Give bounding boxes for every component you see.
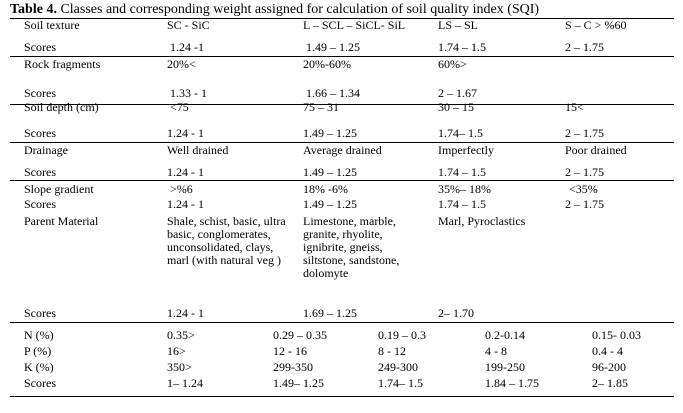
row-label: Scores	[24, 376, 56, 390]
table-cell: >%6	[170, 182, 193, 196]
table-cell: <75	[170, 100, 189, 114]
row-label: P (%)	[24, 344, 52, 358]
row-label: Slope gradient	[24, 182, 94, 196]
table-cell: L – SCL – SiCL- SiL	[303, 18, 406, 32]
table-cell: 350>	[167, 360, 192, 374]
table-cell: 1.24 - 1	[167, 197, 204, 211]
table-cell: 0.35>	[167, 328, 195, 342]
table-cell: 4 - 8	[485, 344, 507, 358]
table-cell: <35%	[569, 182, 598, 196]
table-cell: 1.24 - 1	[167, 165, 204, 179]
rule-bottom	[10, 396, 674, 397]
row-label: Rock fragments	[24, 57, 101, 71]
row-label: Soil depth (cm)	[24, 100, 99, 114]
table-cell: 2 – 1.75	[565, 197, 604, 211]
table-cell: 2– 1.70	[438, 306, 474, 320]
row-label: Scores	[24, 86, 56, 100]
caption-text: Classes and corresponding weight assigned for calculation of soil quality index (SQI)	[56, 2, 540, 17]
table-cell: 1.24 - 1	[167, 126, 204, 140]
table-cell: 1.74– 1.5	[378, 376, 423, 390]
table-cell: 1.49 – 1.25	[306, 40, 360, 54]
table-cell: 35%– 18%	[438, 182, 491, 196]
row-label: Scores	[24, 165, 56, 179]
table-cell: 249-300	[378, 360, 418, 374]
row-label: Scores	[24, 126, 56, 140]
table-cell: 0.19 – 0.3	[378, 328, 426, 342]
row-label: Soil texture	[24, 18, 80, 32]
table-cell: Poor drained	[565, 143, 627, 157]
table-cell: 16>	[167, 344, 186, 358]
row-label: K (%)	[24, 360, 54, 374]
table-cell: 2 – 1.75	[565, 165, 604, 179]
table-cell: 75 – 31	[303, 100, 339, 114]
table-cell: LS – SL	[438, 18, 479, 32]
table-cell: 2– 1.85	[592, 376, 628, 390]
table-cell: 15<	[565, 100, 584, 114]
table-cell: 1.74 – 1.5	[438, 197, 486, 211]
table-cell: Shale, schist, basic, ultra basic, conglomerates, unconsolidated, clays, marl (with natural veg )	[167, 214, 286, 267]
table-cell: 1.84 – 1.75	[485, 376, 539, 390]
row-label: Scores	[24, 306, 56, 320]
rule	[10, 180, 674, 181]
table-cell: 0.29 – 0.35	[273, 328, 327, 342]
table-cell: 12 - 16	[273, 344, 307, 358]
row-label: Scores	[24, 40, 56, 54]
table-cell: 1.49 – 1.25	[303, 126, 357, 140]
table-cell: 1.49 – 1.25	[303, 165, 357, 179]
table-cell: 20%<	[167, 57, 196, 71]
table-cell: 1.24 - 1	[167, 306, 204, 320]
table-cell: 1.33 - 1	[170, 86, 207, 100]
table-cell: Imperfectly	[438, 143, 494, 157]
table-cell: 1– 1.24	[167, 376, 203, 390]
table-number: Table 4.	[10, 2, 57, 17]
table-cell: 1.74 – 1.5	[438, 40, 486, 54]
table-cell: Well drained	[167, 143, 229, 157]
table-cell: 1.49– 1.25	[273, 376, 324, 390]
rule	[10, 322, 674, 323]
table-cell: 8 - 12	[378, 344, 406, 358]
table-cell: 2 – 1.75	[565, 126, 604, 140]
table-cell: 0.15- 0.03	[592, 328, 641, 342]
table-cell: 2 – 1.75	[565, 40, 604, 54]
table-cell: 199-250	[485, 360, 525, 374]
row-label: Drainage	[24, 143, 68, 157]
table-cell: Limestone, marble, granite, rhyolite, ignibrite, gneiss, siltstone, sandstone, dolomyte	[303, 214, 400, 280]
table-cell: S – C > %60	[565, 18, 627, 32]
table-cell: 20%-60%	[303, 57, 351, 71]
table-cell: 1.49 – 1.25	[303, 197, 357, 211]
row-label: Parent Material	[24, 214, 99, 228]
table-cell: 2 – 1.67	[438, 86, 477, 100]
table-cell: 1.24 -1	[170, 40, 204, 54]
row-label: N (%)	[24, 328, 54, 342]
table-cell: 1.66 – 1.34	[306, 86, 360, 100]
table-cell: 1.69 – 1.25	[303, 306, 357, 320]
table-cell: 60%>	[438, 57, 467, 71]
table-cell: Marl, Pyroclastics	[438, 214, 526, 228]
table-cell: 96-200	[592, 360, 626, 374]
table-cell: 299-350	[273, 360, 313, 374]
table-cell: 0.2-0.14	[485, 328, 525, 342]
row-label: Scores	[24, 197, 56, 211]
table-cell: SC - SiC	[167, 18, 210, 32]
table-cell: Average drained	[303, 143, 382, 157]
table-cell: 1.74– 1.5	[438, 126, 483, 140]
table-cell: 18% -6%	[303, 182, 348, 196]
table-cell: 30 – 15	[438, 100, 474, 114]
table-caption	[10, 2, 539, 18]
table-cell: 0.4 - 4	[592, 344, 623, 358]
table-cell: 1.74 – 1.5	[438, 165, 486, 179]
